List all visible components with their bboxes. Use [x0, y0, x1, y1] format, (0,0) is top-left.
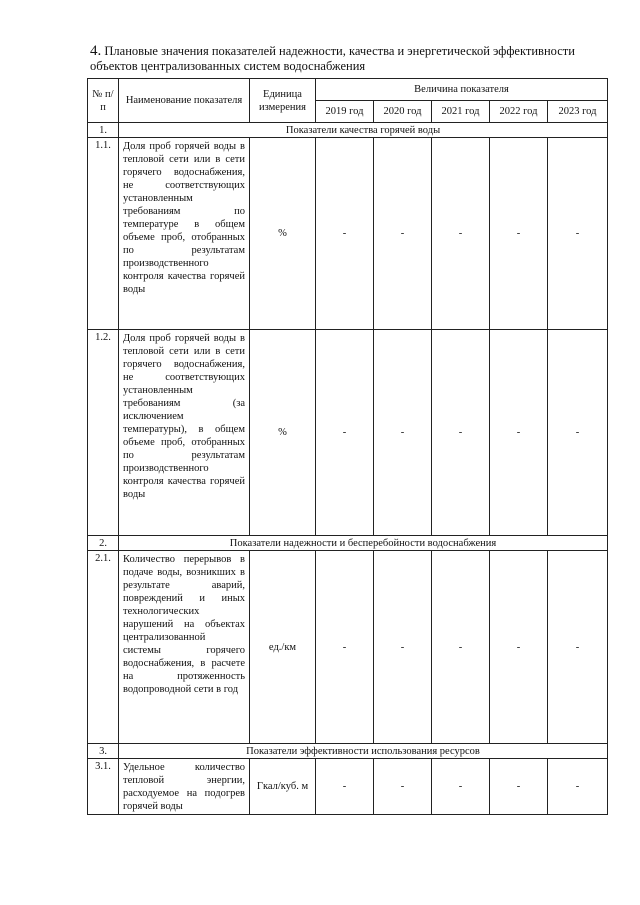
section-number: 2.: [88, 536, 119, 551]
unit-cell: Гкал/куб. м: [250, 759, 316, 815]
year-2021: 2021 год: [432, 101, 490, 123]
header-value: Величина показателя: [316, 79, 608, 101]
value-cell: -: [490, 330, 548, 536]
value-cell: -: [374, 330, 432, 536]
header-name: Наименование показателя: [119, 79, 250, 123]
row-number: 1.2.: [88, 330, 119, 536]
value-cell: -: [548, 138, 608, 330]
indicator-name: Количество перерывов в подаче воды, возникших в результате аварий, повреждений и иных технологических нарушений на объектах централизованной системы горячего водоснабжения, в расчете на протяженность водопроводной сети в год: [119, 551, 250, 744]
value-cell: -: [374, 551, 432, 744]
header-row: [88, 79, 608, 101]
value-cell: -: [432, 551, 490, 744]
section-title: Показатели эффективности использования ресурсов: [119, 744, 608, 759]
section-title: Показатели надежности и бесперебойности водоснабжения: [119, 536, 608, 551]
value-cell: -: [316, 138, 374, 330]
section-number: 3.: [88, 744, 119, 759]
year-2022: 2022 год: [490, 101, 548, 123]
section-number: 1.: [88, 123, 119, 138]
unit-cell: ед./км: [250, 551, 316, 744]
indicators-table: [87, 78, 608, 815]
value-cell: -: [432, 330, 490, 536]
year-2020: 2020 год: [374, 101, 432, 123]
value-cell: -: [316, 330, 374, 536]
section-row: [88, 744, 608, 759]
section-row: [88, 536, 608, 551]
value-cell: -: [490, 138, 548, 330]
unit-cell: %: [250, 330, 316, 536]
table-row: [88, 759, 608, 815]
indicator-name: Удельное количество тепловой энергии, расходуемое на подогрев горячей воды: [119, 759, 250, 815]
value-cell: -: [548, 551, 608, 744]
value-cell: -: [490, 551, 548, 744]
indicator-name: Доля проб горячей воды в тепловой сети или в сети горячего водоснабжения, не соответствующих установленным требованиям (за исключением температуры), в общем объеме проб, отобранных по результатам производственного контроля качества горячей воды: [119, 330, 250, 536]
row-number: 1.1.: [88, 138, 119, 330]
value-cell: -: [316, 551, 374, 744]
header-num: № п/п: [88, 79, 119, 123]
document-heading: [90, 44, 610, 74]
heading-number: 4.: [90, 43, 102, 59]
table-row: [88, 138, 608, 330]
value-cell: -: [432, 759, 490, 815]
value-cell: -: [316, 759, 374, 815]
value-cell: -: [548, 330, 608, 536]
value-cell: -: [374, 138, 432, 330]
year-2019: 2019 год: [316, 101, 374, 123]
year-2023: 2023 год: [548, 101, 608, 123]
table-row: [88, 551, 608, 744]
heading-text: Плановые значения показателей надежности, качества и энергетической эффективности объектов централизованных систем водоснабжения: [90, 44, 575, 73]
value-cell: -: [374, 759, 432, 815]
table-row: [88, 330, 608, 536]
header-unit: Единица измерения: [250, 79, 316, 123]
row-number: 2.1.: [88, 551, 119, 744]
section-row: [88, 123, 608, 138]
value-cell: -: [432, 138, 490, 330]
value-cell: -: [490, 759, 548, 815]
section-title: Показатели качества горячей воды: [119, 123, 608, 138]
value-cell: -: [548, 759, 608, 815]
indicator-name: Доля проб горячей воды в тепловой сети или в сети горячего водоснабжения, не соответствующих установленным требованиям по температуре в общем объеме проб, отобранных по результатам производственного контроля качества горячей воды: [119, 138, 250, 330]
unit-cell: %: [250, 138, 316, 330]
row-number: 3.1.: [88, 759, 119, 815]
